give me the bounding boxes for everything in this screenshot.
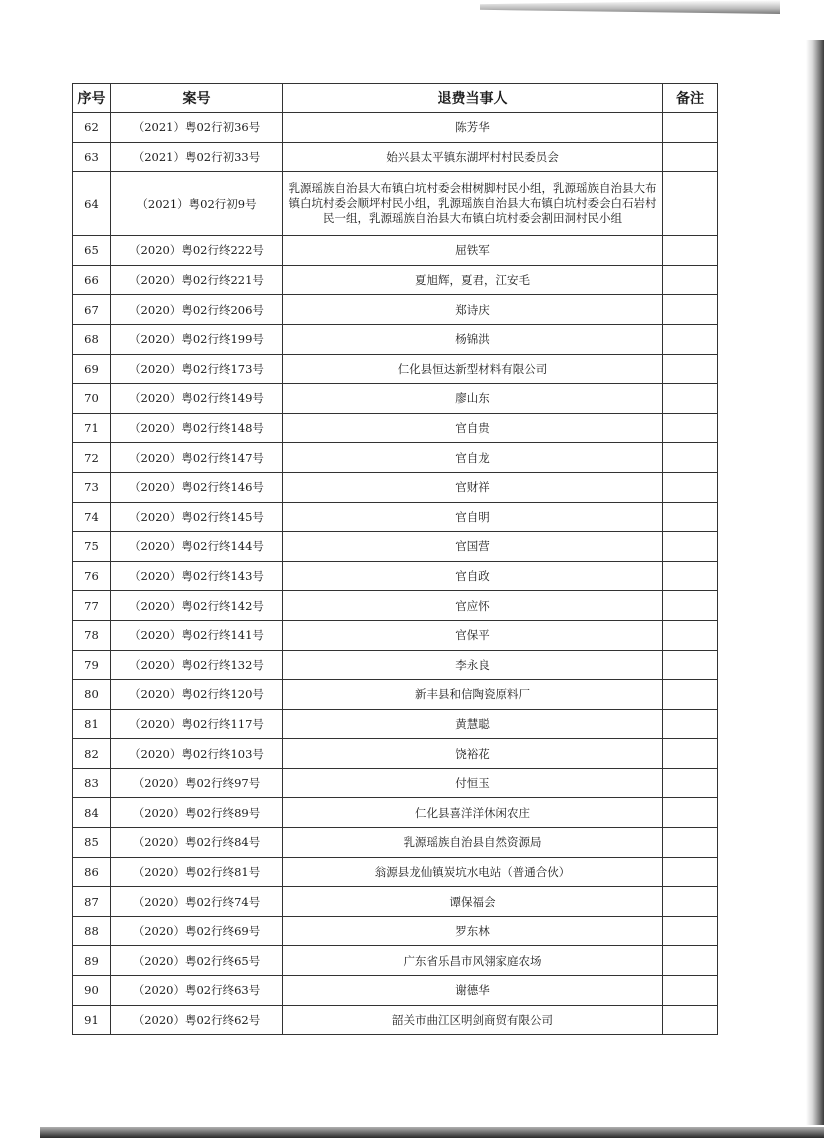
- row-party: 饶裕花: [283, 739, 663, 769]
- row-party: 新丰县和信陶瓷原料厂: [283, 680, 663, 710]
- row-seq: 77: [73, 591, 111, 621]
- row-party: 官自龙: [283, 443, 663, 473]
- row-party: 官自政: [283, 561, 663, 591]
- table-row: [73, 828, 718, 858]
- row-seq: 79: [73, 650, 111, 680]
- row-seq: 64: [73, 172, 111, 236]
- row-case-no: （2020）粤02行终144号: [111, 532, 283, 562]
- table-row: [73, 857, 718, 887]
- row-party: 黄慧聪: [283, 709, 663, 739]
- table-row: [73, 295, 718, 325]
- row-seq: 69: [73, 354, 111, 384]
- row-case-no: （2020）粤02行终63号: [111, 976, 283, 1006]
- table-row: [73, 502, 718, 532]
- table-row: [73, 472, 718, 502]
- table-row: [73, 739, 718, 769]
- table-row: [73, 798, 718, 828]
- table-row: [73, 113, 718, 143]
- row-seq: 85: [73, 828, 111, 858]
- row-party: 廖山东: [283, 384, 663, 414]
- row-party: 屈铁军: [283, 236, 663, 266]
- row-seq: 75: [73, 532, 111, 562]
- row-remark: [663, 739, 718, 769]
- row-seq: 76: [73, 561, 111, 591]
- row-remark: [663, 561, 718, 591]
- table-row: [73, 976, 718, 1006]
- row-remark: [663, 976, 718, 1006]
- row-remark: [663, 413, 718, 443]
- row-remark: [663, 265, 718, 295]
- header-case-no: 案号: [111, 84, 283, 113]
- row-remark: [663, 472, 718, 502]
- scan-shadow-top: [480, 0, 780, 14]
- row-party: 仁化县恒达新型材料有限公司: [283, 354, 663, 384]
- row-remark: [663, 443, 718, 473]
- table-body: [73, 113, 718, 1035]
- row-case-no: （2020）粤02行终81号: [111, 857, 283, 887]
- row-party: 夏旭辉，夏君，江安毛: [283, 265, 663, 295]
- scan-shadow-bottom: [40, 1127, 824, 1138]
- row-case-no: （2020）粤02行终221号: [111, 265, 283, 295]
- row-party: 广东省乐昌市风翎家庭农场: [283, 946, 663, 976]
- row-remark: [663, 798, 718, 828]
- row-party: 官保平: [283, 620, 663, 650]
- row-seq: 63: [73, 142, 111, 172]
- row-case-no: （2020）粤02行终142号: [111, 591, 283, 621]
- row-seq: 68: [73, 324, 111, 354]
- row-remark: [663, 650, 718, 680]
- row-party: 乳源瑶族自治县自然资源局: [283, 828, 663, 858]
- table-row: [73, 709, 718, 739]
- row-party: 翁源县龙仙镇炭坑水电站（普通合伙）: [283, 857, 663, 887]
- row-party: 付恒玉: [283, 768, 663, 798]
- row-case-no: （2021）粤02行初9号: [111, 172, 283, 236]
- table-row: [73, 946, 718, 976]
- row-case-no: （2021）粤02行初33号: [111, 142, 283, 172]
- row-seq: 91: [73, 1005, 111, 1035]
- row-case-no: （2020）粤02行终69号: [111, 916, 283, 946]
- row-party: 官自明: [283, 502, 663, 532]
- row-case-no: （2020）粤02行终143号: [111, 561, 283, 591]
- row-seq: 81: [73, 709, 111, 739]
- scan-shadow-right: [806, 40, 824, 1125]
- table-row: [73, 384, 718, 414]
- row-party: 官自贵: [283, 413, 663, 443]
- row-case-no: （2020）粤02行终117号: [111, 709, 283, 739]
- row-case-no: （2020）粤02行终173号: [111, 354, 283, 384]
- row-seq: 83: [73, 768, 111, 798]
- row-party: 始兴县太平镇东湖坪村村民委员会: [283, 142, 663, 172]
- row-remark: [663, 591, 718, 621]
- row-seq: 72: [73, 443, 111, 473]
- row-case-no: （2020）粤02行终149号: [111, 384, 283, 414]
- row-seq: 90: [73, 976, 111, 1006]
- row-remark: [663, 384, 718, 414]
- row-seq: 67: [73, 295, 111, 325]
- row-remark: [663, 532, 718, 562]
- row-party: 谢德华: [283, 976, 663, 1006]
- row-remark: [663, 946, 718, 976]
- row-remark: [663, 709, 718, 739]
- table-row: [73, 768, 718, 798]
- row-case-no: （2020）粤02行终65号: [111, 946, 283, 976]
- row-seq: 74: [73, 502, 111, 532]
- row-remark: [663, 887, 718, 917]
- row-seq: 89: [73, 946, 111, 976]
- row-case-no: （2020）粤02行终199号: [111, 324, 283, 354]
- row-remark: [663, 113, 718, 143]
- row-remark: [663, 768, 718, 798]
- row-remark: [663, 172, 718, 236]
- row-remark: [663, 857, 718, 887]
- row-remark: [663, 620, 718, 650]
- row-case-no: （2020）粤02行终120号: [111, 680, 283, 710]
- row-seq: 78: [73, 620, 111, 650]
- table-row: [73, 650, 718, 680]
- row-seq: 87: [73, 887, 111, 917]
- row-case-no: （2020）粤02行终89号: [111, 798, 283, 828]
- row-seq: 82: [73, 739, 111, 769]
- row-case-no: （2021）粤02行初36号: [111, 113, 283, 143]
- table-row: [73, 413, 718, 443]
- row-party: 杨锦洪: [283, 324, 663, 354]
- table-row: [73, 887, 718, 917]
- table-row: [73, 591, 718, 621]
- row-party: 李永良: [283, 650, 663, 680]
- table-row: [73, 561, 718, 591]
- row-remark: [663, 236, 718, 266]
- row-party: 官应怀: [283, 591, 663, 621]
- row-party: 乳源瑶族自治县大布镇白坑村委会柑树脚村民小组，乳源瑶族自治县大布镇白坑村委会顺坪村民小组，乳源瑶族自治县大布镇白坑村委会白石岩村民一组，乳源瑶族自治县大布镇白坑村委会割田洞村民小组: [283, 172, 663, 236]
- row-remark: [663, 324, 718, 354]
- row-case-no: （2020）粤02行终62号: [111, 1005, 283, 1035]
- row-case-no: （2020）粤02行终146号: [111, 472, 283, 502]
- row-case-no: （2020）粤02行终222号: [111, 236, 283, 266]
- row-party: 官国营: [283, 532, 663, 562]
- table-row: [73, 265, 718, 295]
- row-seq: 80: [73, 680, 111, 710]
- row-party: 郑诗庆: [283, 295, 663, 325]
- table-row: [73, 680, 718, 710]
- row-case-no: （2020）粤02行终84号: [111, 828, 283, 858]
- table-row: [73, 620, 718, 650]
- row-case-no: （2020）粤02行终103号: [111, 739, 283, 769]
- table-row: [73, 354, 718, 384]
- row-party: 官财祥: [283, 472, 663, 502]
- header-party: 退费当事人: [283, 84, 663, 113]
- row-party: 罗东林: [283, 916, 663, 946]
- row-seq: 73: [73, 472, 111, 502]
- row-case-no: （2020）粤02行终97号: [111, 768, 283, 798]
- row-remark: [663, 1005, 718, 1035]
- row-case-no: （2020）粤02行终147号: [111, 443, 283, 473]
- row-seq: 86: [73, 857, 111, 887]
- row-party: 韶关市曲江区明剑商贸有限公司: [283, 1005, 663, 1035]
- row-case-no: （2020）粤02行终132号: [111, 650, 283, 680]
- row-seq: 66: [73, 265, 111, 295]
- row-seq: 88: [73, 916, 111, 946]
- table-row: [73, 443, 718, 473]
- table-row: [73, 532, 718, 562]
- header-remark: 备注: [663, 84, 718, 113]
- row-remark: [663, 142, 718, 172]
- refund-table: [72, 83, 718, 1035]
- row-party: 陈芳华: [283, 113, 663, 143]
- row-remark: [663, 502, 718, 532]
- row-party: 仁化县喜洋洋休闲农庄: [283, 798, 663, 828]
- row-seq: 71: [73, 413, 111, 443]
- row-party: 谭保福会: [283, 887, 663, 917]
- header-seq: 序号: [73, 84, 111, 113]
- row-case-no: （2020）粤02行终141号: [111, 620, 283, 650]
- row-seq: 62: [73, 113, 111, 143]
- row-case-no: （2020）粤02行终148号: [111, 413, 283, 443]
- table-row: [73, 172, 718, 236]
- document-sheet: [72, 83, 718, 1035]
- row-remark: [663, 354, 718, 384]
- table-row: [73, 142, 718, 172]
- table-row: [73, 916, 718, 946]
- row-remark: [663, 680, 718, 710]
- table-row: [73, 324, 718, 354]
- row-remark: [663, 295, 718, 325]
- row-case-no: （2020）粤02行终74号: [111, 887, 283, 917]
- row-seq: 65: [73, 236, 111, 266]
- table-row: [73, 236, 718, 266]
- row-case-no: （2020）粤02行终206号: [111, 295, 283, 325]
- table-row: [73, 1005, 718, 1035]
- row-seq: 84: [73, 798, 111, 828]
- row-seq: 70: [73, 384, 111, 414]
- row-case-no: （2020）粤02行终145号: [111, 502, 283, 532]
- table-header-row: [73, 84, 718, 113]
- row-remark: [663, 828, 718, 858]
- row-remark: [663, 916, 718, 946]
